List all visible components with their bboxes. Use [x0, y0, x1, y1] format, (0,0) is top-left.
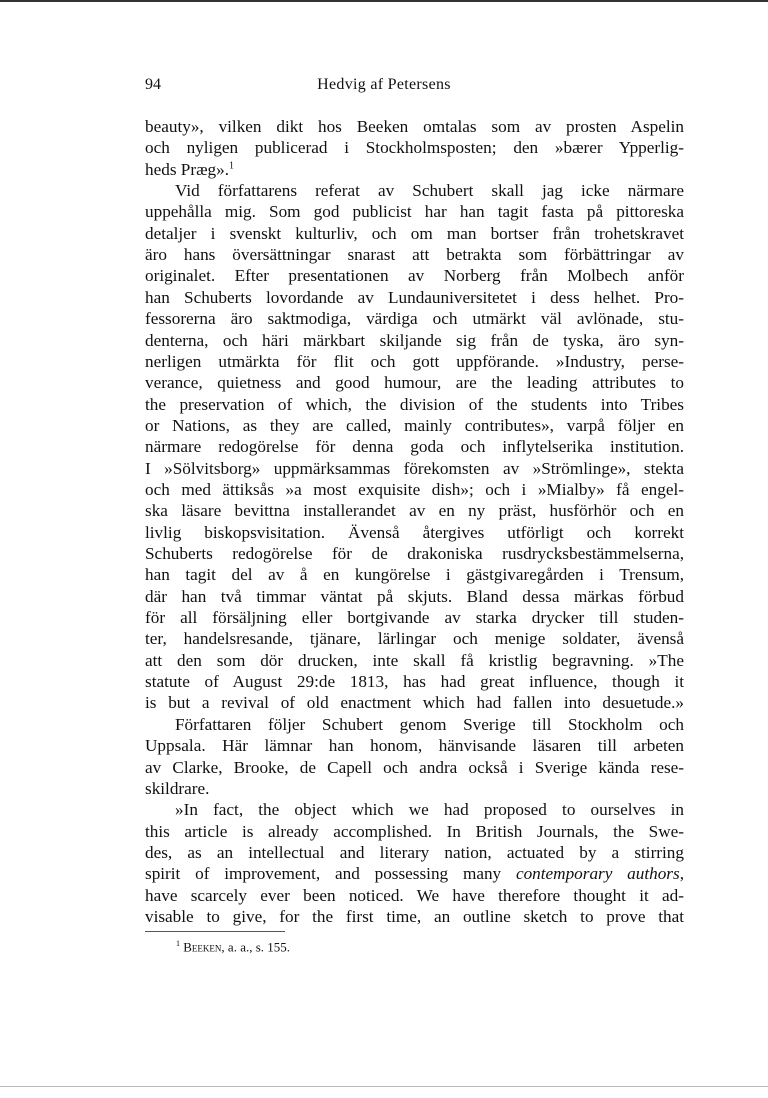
text-line	[145, 308, 684, 329]
scan-edge-top	[0, 0, 768, 2]
text-line	[145, 586, 684, 607]
text-line	[145, 180, 684, 201]
text-line	[145, 287, 684, 308]
italic-text: contemporary authors	[515, 864, 680, 884]
line-text: this article is already accomplished. In British Journals, the Swe-	[145, 821, 684, 841]
line-text: för all försäljning eller bortgivande av starka drycker till studen-	[145, 608, 684, 628]
line-text: ska läsare bevittna installerandet av en ny präst, husförhör och en	[145, 501, 684, 521]
line-text: han Schuberts lovordande av Lundauniversitetet i dess helhet. Pro-	[145, 287, 684, 307]
line-text: verance, quietness and good humour, are the leading attributes to	[145, 373, 684, 393]
running-title: Hedvig af Petersens	[317, 76, 451, 93]
line-text: the preservation of which, the division of the students into Tribes	[145, 394, 684, 414]
line-text: heds Præg».	[145, 159, 230, 179]
line-text: originalet. Efter presentationen av Norberg från Molbech anför	[145, 266, 684, 286]
line-text: nerligen utmärkta för flit och gott uppförande. »Industry, perse-	[145, 351, 684, 371]
line-text: och med ättiksås »a most exquisite dish»; och i »Mialby» få engel-	[145, 479, 684, 499]
line-text: statute of August 29:de 1813, has had great influence, though it	[145, 672, 684, 692]
footnote-reference: , a. a., s. 155.	[221, 939, 291, 955]
line-text: des, as an intellectual and literary nation, actuated by a stirring	[145, 842, 684, 862]
text-line	[145, 757, 684, 778]
text-line	[145, 351, 684, 372]
footnote-author: Beeken	[183, 939, 222, 955]
text-line	[145, 714, 684, 735]
text-line	[145, 330, 684, 351]
line-text: Uppsala. Här lämnar han honom, hänvisande läsaren till arbeten	[145, 736, 684, 756]
text-line	[145, 692, 684, 713]
text-line	[145, 159, 684, 180]
line-text: have scarcely ever been noticed. We have therefore thought it ad-	[145, 885, 684, 905]
text-line	[145, 116, 684, 137]
footnote-reference-marker: 1	[229, 159, 235, 171]
line-text: fessorerna äro saktmodiga, värdiga och utmärkt väl avlönade, stu-	[145, 309, 684, 329]
text-line	[145, 137, 684, 158]
text-line	[145, 458, 684, 479]
line-text: or Nations, as they are called, mainly contributes», varpå följer en	[145, 415, 684, 435]
text-line	[145, 778, 684, 799]
line-text-after: ,	[679, 864, 684, 884]
line-text: Författaren följer Schubert genom Sverige till Stockholm och	[175, 714, 684, 734]
line-text: denterna, och häri märkbart skiljande sig från de tyska, äro syn-	[145, 330, 684, 350]
text-line	[145, 799, 684, 820]
line-text: och nyligen publicerad i Stockholmsposten; den »bærer Ypperlig-	[145, 138, 684, 158]
line-text: beauty», vilken dikt hos Beeken omtalas som av prosten Aspelin	[145, 117, 684, 136]
line-text: av Clarke, Brooke, de Capell och andra också i Sverige kända rese-	[145, 757, 684, 777]
footnote-rule	[145, 931, 285, 932]
text-line	[145, 244, 684, 265]
text-line	[145, 223, 684, 244]
line-text: »In fact, the object which we had proposed to ourselves in	[175, 800, 684, 820]
text-line	[145, 479, 684, 500]
text-line	[145, 543, 684, 564]
line-text: visable to give, for the first time, an outline sketch to prove that	[145, 906, 684, 926]
line-text: is but a revival of old enactment which had fallen into desuetude.»	[145, 693, 684, 713]
text-line	[145, 500, 684, 521]
page-number: 94	[145, 76, 161, 93]
line-text: uppehålla mig. Som god publicist har han tagit fasta på pittoreska	[145, 202, 684, 222]
line-text: att den som dör drucken, inte skall få kristlig begravning. »The	[145, 650, 684, 670]
text-line	[145, 372, 684, 393]
text-line	[145, 842, 684, 863]
text-line	[145, 650, 684, 671]
text-line	[145, 436, 684, 457]
footnote	[176, 935, 290, 956]
line-text: I »Sölvitsborg» uppmärksammas förekomsten av »Strömlinge», stekta	[145, 458, 684, 478]
text-line	[145, 821, 684, 842]
line-text: livlig biskopsvisitation. Ävenså återgives utförligt och korrekt	[145, 522, 684, 542]
line-text: närmare redogörelse för denna goda och inflytelserika institution.	[145, 437, 684, 457]
line-text: detaljer i svenskt kulturliv, och om man bortser från trohetskravet	[145, 223, 684, 243]
text-line	[145, 415, 684, 436]
text-line	[145, 671, 684, 692]
footnote-marker: 1	[176, 939, 180, 948]
line-text: skildrare.	[145, 778, 210, 798]
text-line	[145, 906, 684, 927]
line-text: där han två timmar väntat på skjuts. Bland dessa märkas förbud	[145, 586, 684, 606]
line-text: spirit of improvement, and possessing many	[145, 864, 516, 884]
text-line	[145, 522, 684, 543]
line-text: ter, handelsresande, tjänare, lärlingar och menige soldater, ävenså	[145, 629, 684, 649]
line-text: äro hans översättningar snarast att betrakta som förbättringar av	[145, 245, 684, 265]
text-line	[145, 394, 684, 415]
text-line	[145, 863, 684, 884]
text-line	[145, 564, 684, 585]
line-text: Schuberts redogörelse för de drakoniska rusdrycksbestämmelserna,	[145, 544, 684, 563]
line-text: Vid författarens referat av Schubert skall jag icke närmare	[175, 181, 684, 201]
text-line	[145, 735, 684, 756]
text-line	[145, 885, 684, 906]
text-line	[145, 607, 684, 628]
line-text: han tagit del av å en kungörelse i gästgivaregården i Trensum,	[145, 565, 684, 585]
text-line	[145, 265, 684, 286]
text-line	[145, 628, 684, 649]
scan-edge-bottom	[0, 1086, 768, 1087]
text-line	[145, 201, 684, 222]
